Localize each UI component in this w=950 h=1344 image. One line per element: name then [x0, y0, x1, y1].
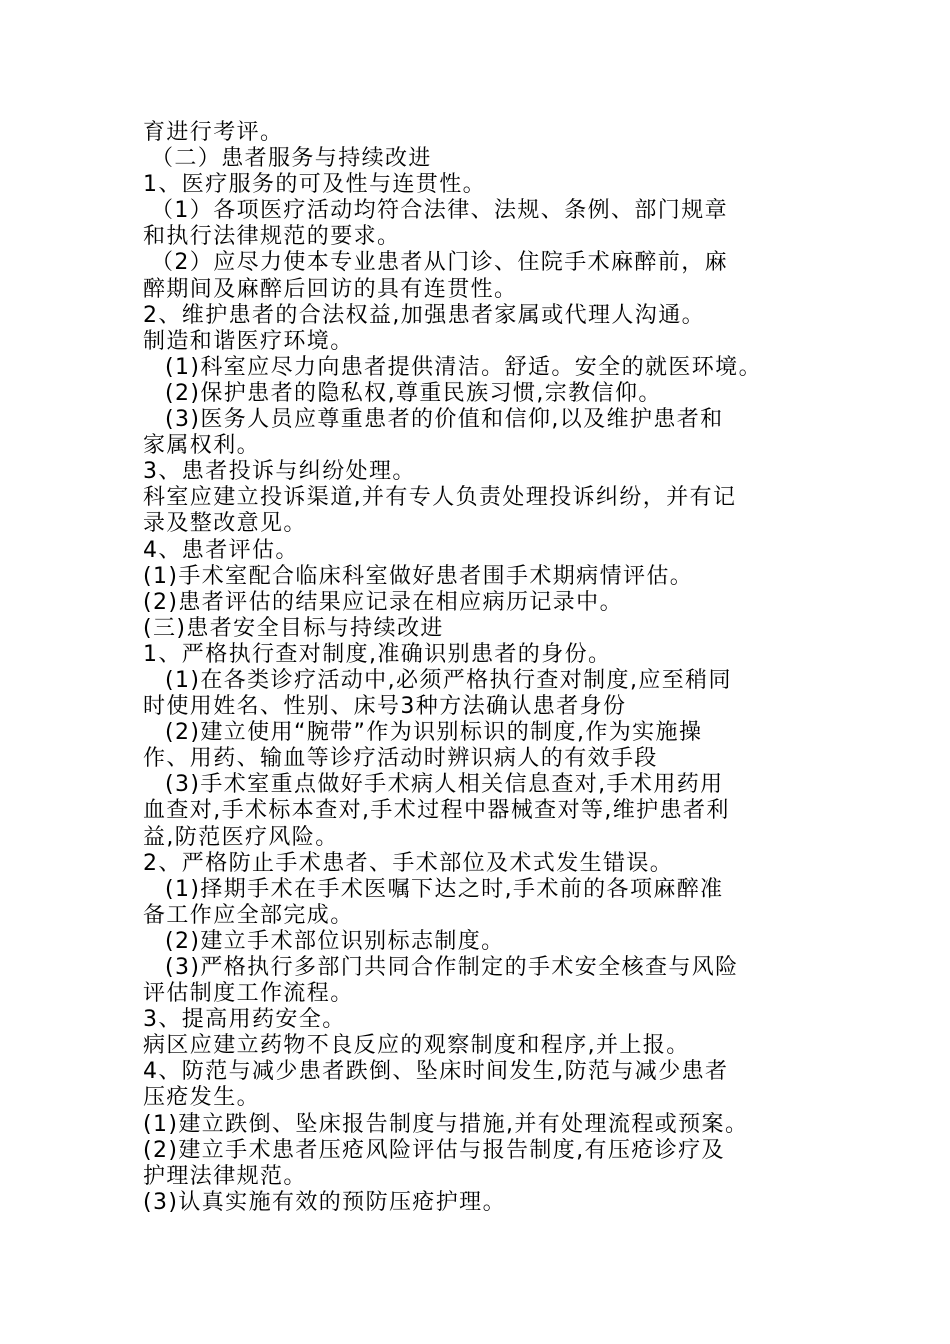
text-line: 4、防范与减少患者跌倒、坠床时间发生,防范与减少患者	[143, 1059, 729, 1085]
text-line: (2)建立手术患者压疮风险评估与报告制度,有压疮诊疗及	[143, 1137, 725, 1163]
text-line: 和执行法律规范的要求。	[143, 224, 401, 250]
text-line: （二）患者服务与持续改进	[151, 146, 432, 172]
text-line: (2)保护患者的隐私权,尊重民族习惯,宗教信仰。	[165, 380, 662, 406]
text-line: 4、患者评估。	[143, 537, 299, 563]
text-line: (1)择期手术在手术医嘱下达之时,手术前的各项麻醉准	[165, 876, 724, 902]
text-line: 1、医疗服务的可及性与连贯性。	[143, 172, 486, 198]
text-line: （1）各项医疗活动均符合法律、法规、条例、部门规章	[151, 198, 728, 224]
text-line: 时使用姓名、性别、床号3种方法确认患者身份	[143, 694, 627, 720]
text-line: (2)建立使用“腕带”作为识别标识的制度,作为实施操	[165, 720, 703, 746]
text-line: 护理法律规范。	[143, 1163, 307, 1189]
text-line: 病区应建立药物不良反应的观察制度和程序,并上报。	[143, 1033, 690, 1059]
text-line: (1)科室应尽力向患者提供清洁。舒适。安全的就医环境。	[165, 354, 762, 380]
text-line: (3)医务人员应尊重患者的价值和信仰,以及维护患者和	[165, 407, 724, 433]
text-line: 育进行考评。	[143, 120, 284, 145]
text-line: 醉期间及麻醉后回访的具有连贯性。	[143, 276, 518, 302]
document-body	[143, 120, 813, 1216]
text-line: 制造和谐医疗环境。	[143, 328, 354, 354]
text-line: 2、维护患者的合法权益,加强患者家属或代理人沟通。	[143, 302, 705, 328]
text-line: 压疮发生。	[143, 1085, 261, 1111]
text-line: (3)严格执行多部门共同合作制定的手术安全核查与风险	[165, 955, 739, 980]
text-line: 录及整改意见。	[143, 511, 307, 537]
text-line: (2)建立手术部位识别标志制度。	[165, 928, 505, 954]
text-line: (三)患者安全目标与持续改进	[143, 615, 444, 641]
text-line: 科室应建立投诉渠道,并有专人负责处理投诉纠纷，并有记	[143, 485, 737, 511]
text-line: (1)建立跌倒、坠床报告制度与措施,并有处理流程或预案。	[143, 1111, 749, 1137]
text-line: 血查对,手术标本查对,手术过程中器械查对等,维护患者利	[143, 798, 730, 824]
text-line: (1)手术室配合临床科室做好患者围手术期病情评估。	[143, 563, 694, 589]
text-line: 评估制度工作流程。	[143, 981, 354, 1007]
text-line: (3)手术室重点做好手术病人相关信息查对,手术用药用	[165, 772, 724, 798]
text-line: (3)认真实施有效的预防压疮护理。	[143, 1189, 506, 1215]
text-line: 3、患者投诉与纠纷处理。	[143, 459, 416, 485]
text-line: 作、用药、输血等诊疗活动时辨识病人的有效手段	[143, 746, 658, 772]
text-line: (1)在各类诊疗活动中,必须严格执行查对制度,应至稍同	[165, 667, 732, 693]
text-line: 1、严格执行查对制度,准确识别患者的身份。	[143, 641, 612, 667]
text-line: (2)患者评估的结果应记录在相应病历记录中。	[143, 589, 623, 615]
text-line: 家属权利。	[143, 433, 261, 459]
text-line: （2）应尽力使本专业患者从门诊、住院手术麻醉前，麻	[151, 250, 728, 276]
text-line: 2、严格防止手术患者、手术部位及术式发生错误。	[143, 850, 674, 876]
text-line: 益,防范医疗风险。	[143, 824, 339, 850]
text-line: 3、提高用药安全。	[143, 1007, 346, 1033]
text-line: 备工作应全部完成。	[143, 902, 354, 928]
